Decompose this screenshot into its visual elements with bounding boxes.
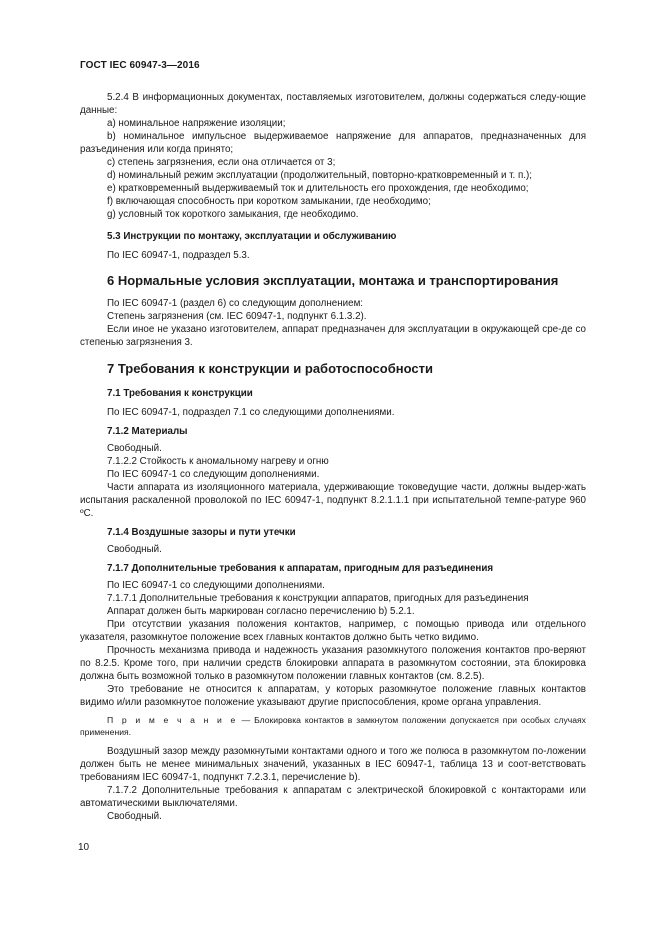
heading-7-1-2: 7.1.2 Материалы <box>107 426 188 437</box>
list-item-d: d) номинальный режим эксплуатации (продолжительный, повторно-кратковременный и т. п.); <box>107 170 532 181</box>
text-7-1-7-p5: Прочность механизма привода и надежность указания разомкнутого положения контактов про-веряют по 8.2.5. Кроме того, при наличии средств блокировки аппарата в разомкнутом состоянии, эта блокировка должна быть возможной только в разомкнутом положении главных контактов (см. 8.2.5). <box>80 645 586 682</box>
text-7-1-7-p6: Это требование не относится к аппаратам, у которых разомкнутое положение главных контактов видимо и/или разомкнутое положение указывают другие приспособления, кроме органа управления. <box>80 684 586 708</box>
note <box>80 715 586 738</box>
heading-section-7: 7 Требования к конструкции и работоспособности <box>107 361 433 376</box>
list-item-a: a) номинальное напряжение изоляции; <box>107 118 286 129</box>
heading-7-1: 7.1 Требования к конструкции <box>107 388 253 399</box>
list-item-c: c) степень загрязнения, если она отличается от 3; <box>107 157 336 168</box>
text-7-1-7-p3: Аппарат должен быть маркирован согласно перечислению b) 5.2.1. <box>107 606 415 617</box>
text-7-1-7-p7: Воздушный зазор между разомкнутыми контактами одного и того же полюса в разомкнутом по-ложении должен быть не менее минимальных значений, указанных в IEC 60947-1, таблица 13 и соот-ветствовать требованиям IEC 60947-1, подпункт 7.2.3.1, перечисление b). <box>80 746 586 783</box>
clause-5-2-4: 5.2.4 В информационных документах, поставляемых изготовителем, должны содержаться следу-ющие данные: <box>80 92 586 116</box>
text-7-1-4: Свободный. <box>107 544 162 555</box>
text-7-1-7-p4: При отсутствии указания положения контактов, например, с помощью привода или отдельного указателя, разомкнутое положение всех главных контактов должно быть четко видимо. <box>80 619 586 643</box>
heading-7-1-4: 7.1.4 Воздушные зазоры и пути утечки <box>107 527 296 538</box>
page-number: 10 <box>78 842 90 853</box>
text-6-p3: Если иное не указано изготовителем, аппарат предназначен для эксплуатации в окружающей сре-де со степенью загрязнения 3. <box>80 324 586 348</box>
document-body <box>80 91 586 823</box>
list-item-e: e) кратковременный выдерживаемый ток и длительность его прохождения, где необходимо; <box>107 183 529 194</box>
document-header: ГОСТ IEC 60947-3—2016 <box>80 60 200 71</box>
text-6-p2: Степень загрязнения (см. IEC 60947-1, подпункт 6.1.3.2). <box>107 311 367 322</box>
text-7-1-2-p2: 7.1.2.2 Стойкость к аномальному нагреву и огню <box>107 456 329 467</box>
text-7-1-2-p4: Части аппарата из изоляционного материала, удерживающие токоведущие части, должны выдер-жать испытания раскаленной проволокой по IEC 60947-1, подпункт 8.2.1.1.1 при испытательной темпе-ратуре 960 ºC. <box>80 482 586 519</box>
text-7-1-7-p9: Свободный. <box>107 811 162 822</box>
text-7-1: По IEC 60947-1, подраздел 7.1 со следующими дополнениями. <box>107 407 395 418</box>
text-7-1-7-p2: 7.1.7.1 Дополнительные требования к конструкции аппаратов, пригодных для разъединения <box>107 593 529 604</box>
text-7-1-7-p8: 7.1.7.2 Дополнительные требования к аппаратам с электрической блокировкой с контакторами или автоматическими выключателями. <box>80 785 586 809</box>
list-item-f: f) включающая способность при коротком замыкании, где необходимо; <box>107 196 431 207</box>
text-6-p1: По IEC 60947-1 (раздел 6) со следующим дополнением: <box>107 298 364 309</box>
heading-section-6: 6 Нормальные условия эксплуатации, монтажа и транспортирования <box>107 273 559 288</box>
note-label: П р и м е ч а н и е <box>107 715 238 725</box>
heading-7-1-7: 7.1.7 Дополнительные требования к аппаратам, пригодным для разъединения <box>107 563 494 574</box>
list-item-b: b) номинальное импульсное выдерживаемое напряжение для аппаратов, предназначенных для разъединения или когда принято; <box>80 131 586 155</box>
note-text: — Блокировка контактов в замкнутом положении допускается при особых случаях применения. <box>80 715 586 737</box>
text-5-3: По IEC 60947-1, подраздел 5.3. <box>107 250 250 261</box>
text-7-1-2-p3: По IEC 60947-1 со следующим дополнениями. <box>107 469 320 480</box>
list-item-g: g) условный ток короткого замыкания, где необходимо. <box>107 209 359 220</box>
heading-5-3: 5.3 Инструкции по монтажу, эксплуатации и обслуживанию <box>107 231 397 242</box>
text-7-1-7-p1: По IEC 60947-1 со следующими дополнениями. <box>107 580 325 591</box>
text-7-1-2-p1: Свободный. <box>107 443 162 454</box>
